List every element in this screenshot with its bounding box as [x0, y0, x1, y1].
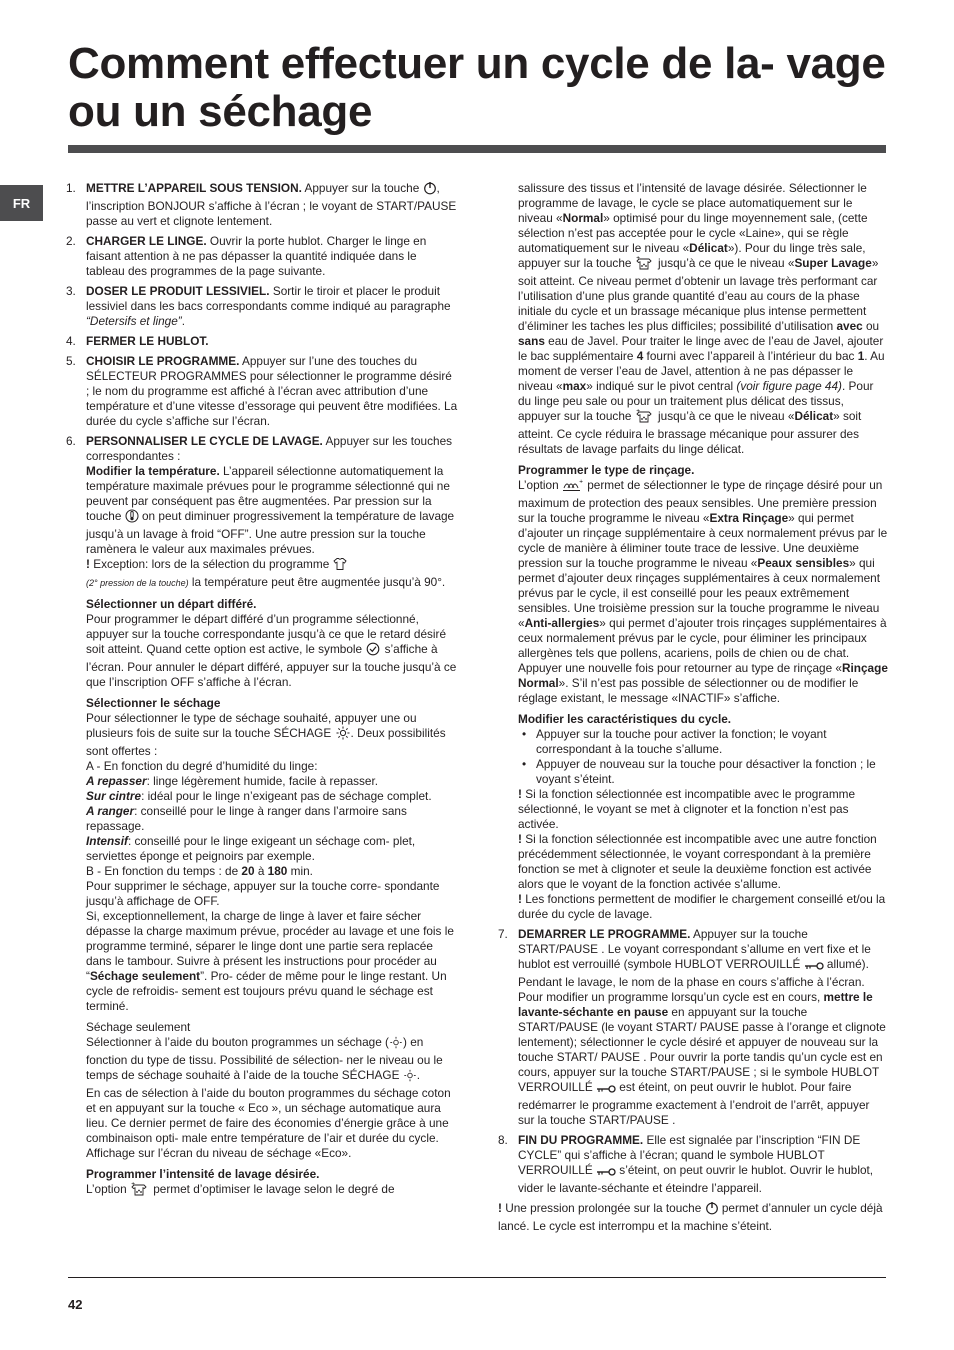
drying-text: : linge légèrement humide, facile à repasser. [146, 774, 379, 788]
reference-text: “Detersifs et linge” [86, 314, 182, 328]
door-lock-key-icon [804, 960, 824, 975]
option-letter: A [86, 759, 94, 773]
reference-text: (voir figure page 44) [736, 379, 842, 393]
step-number: 5. [66, 354, 76, 368]
drying-text: : conseillé pour le linge à ranger dans l’armoire sans repassage. [86, 804, 407, 833]
step-number: 3. [66, 284, 76, 298]
intensity-heading: Programmer l’intensité de lavage désirée. [86, 1167, 320, 1181]
modify-bullet: • Appuyer de nouveau sur la touche pour désactiver la fonction ; le voyant s’éteint. [518, 757, 888, 787]
intensity-text: L’option [86, 1182, 130, 1196]
level-name: Anti-allergies [524, 616, 600, 630]
step-text: Appuyer sur la touche [301, 181, 423, 195]
note-small: (2° pression de la touche) [86, 578, 189, 588]
step-text: Appuyer sur la touche START/PAUSE . Le voyant correspondant s’allume en vert fixe et le hublot est verrouillé (symbole HUBLOT VERROUILLÉ [518, 927, 871, 971]
step-3 [66, 284, 458, 329]
drying-only-text: . [416, 1068, 421, 1082]
intensity-text: jusqu’à ce que le niveau « [654, 256, 795, 270]
step-text: , l’inscription BONJOUR s’affiche à l’écran ; le voyant de START/PAUSE passe au vert et clignote lentement. [86, 181, 457, 228]
step-text: est éteint, on peut ouvrir le hublot. Pour faire redémarrer le programme exactement à l’endroit de l’arrêt, appuyer sur la touche START/PAUSE . [518, 1080, 870, 1127]
drying-text: : idéal pour le linge n’exigeant pas de séchage complet. [141, 789, 432, 803]
step-number: 1. [66, 181, 76, 195]
drying-text: min. [287, 864, 313, 878]
drying-level: Sur cintre [86, 789, 142, 803]
rinse-text: L’option [518, 478, 562, 492]
drying-cancel-text: Pour supprimer le séchage, appuyer sur la touche corre- spondante jusqu’à affichage de OFF. [86, 879, 440, 908]
title-divider [68, 145, 886, 153]
intensity-text: . Au moment de verser l’eau de Javel, attention à ne pas dépasser le niveau « [518, 349, 885, 393]
wash-intensity-icon [635, 409, 655, 427]
step-4 [66, 334, 458, 349]
level-name: Délicat [794, 409, 834, 423]
step-text: Appuyer sur l’une des touches du SÉLECTEUR PROGRAMMES pour sélectionner le programme désiré ; le nom du programme est affiché à l’écran avec attribution d’une température et d’une vitesse d’essorage qui peuvent être modifiées. La durée du cycle s’affiche sur l’écran. [86, 354, 458, 428]
power-icon [423, 181, 437, 199]
delay-text: Pour programmer le départ différé d’un programme sélectionné, appuyer sur la touche correspondante jusqu’à ce que le retard désiré soit atteint. Quand cette option est active, le symbole [86, 612, 447, 656]
drying-sun-icon [335, 726, 351, 744]
svg-text:+: + [635, 256, 640, 261]
door-lock-key-icon [596, 1166, 616, 1181]
step-heading: CHARGER LE LINGE. [86, 234, 207, 248]
step-text: allumé). Pendant le lavage, le nom de la phase en cours s’affiche à l’écran. Pour modifier un programme lorsqu’un cycle est en cours, [518, 957, 869, 1004]
drying-mode: Séchage seulement [89, 969, 201, 983]
temperature-text: on peut diminuer progressivement la température de lavage jusqu’à un lavage à froid “OFF”. Une autre pression sur la touche ramènera le valeur aux maximales prévues. [86, 509, 455, 556]
step-7 [498, 927, 888, 1128]
intensity-text: permet d’optimiser le lavage selon le degré de [149, 1182, 395, 1196]
drying-text: Si, exceptionnellement, la charge de linge à laver et faire sécher dépasse la charge maximum prévue, procéder au lavage et une fois le programme terminé, séparer le linge dont une partie sera replacée dans le tambour. Suivre à présent les instructions pour procéder au “ [86, 909, 454, 983]
intensity-text: fourni avec l’appareil à l’intérieur du bac [643, 349, 858, 363]
intensity-text: ou [862, 319, 880, 333]
step-heading: FIN DU PROGRAMME. [518, 1133, 644, 1147]
level-name: Normal [562, 211, 604, 225]
svg-text:+: + [130, 1182, 136, 1187]
step-text: s’éteint, on peut ouvrir le hublot. Ouvrir le hublot, vider le lavante-séchante et éteindre l’appareil. [518, 1163, 874, 1195]
drying-text: . Deux possibilités sont offertes : [86, 726, 446, 758]
footer-divider [68, 1277, 886, 1278]
time-value: 180 [267, 864, 288, 878]
svg-text:+: + [578, 479, 584, 485]
step-heading: FERMER LE HUBLOT. [86, 334, 209, 348]
emphasis: mettre le lavante-séchante en pause [518, 990, 873, 1019]
drying-text: - En fonction du degré d’humidité du linge: [93, 759, 318, 773]
drying-only-text: ) en fonction du type de tissu. Possibilité de sélection- ner le niveau ou le temps de séchage souhaité à l’aide de la touche SÉCHAGE [86, 1035, 443, 1082]
note-mark: ! [86, 557, 90, 571]
drying-sun-icon [403, 1069, 417, 1086]
emphasis: 4 [636, 349, 644, 363]
step-2 [66, 234, 458, 279]
level-name: Peaux sensibles [757, 556, 850, 570]
rinse-text: ». S’il n’est pas possible de sélectionner ou de modifier le réglage existant, le message «INACTIF» s’affiche. [518, 676, 859, 705]
step-1 [66, 181, 458, 229]
modify-bullet: • Appuyer sur la touche pour activer la fonction; le voyant correspondant à la touche s’allume. [518, 727, 888, 757]
drying-text: à [254, 864, 268, 878]
modify-heading: Modifier les caractéristiques du cycle. [518, 712, 732, 726]
intensity-text: . Pour du linge peu sale ou pour un traitement plus délicat des tissus, appuyer sur la touche [518, 379, 874, 423]
eco-text: En cas de sélection à l’aide du bouton programmes du séchage coton et en appuyant sur la touche « Eco », un séchage automatique aura lieu. Ce dernier permet de faire des économies d’énergie grâce à une combinaison opti- male entre température de l’air et durée du cycle. Affichage sur l’écran du niveau de séchage «Eco». [86, 1086, 451, 1160]
drying-level: A ranger [86, 804, 135, 818]
delay-heading: Sélectionner un départ différé. [86, 597, 257, 611]
step-heading: CHOISIR LE PROGRAMME. [86, 354, 240, 368]
step-text: en appuyant sur la touche START/PAUSE (le voyant START/ PAUSE passe à l’orange et clignote lentement); sélectionner le cycle désiré et appuyer de nouveau sur la touche START/ PAUSE . Pour ouvrir la porte tandis qu’un cycle est en cours, appuyer sur la touche START/PAUSE ; si le symbole HUBLOT VERROUILLÉ [518, 1005, 886, 1094]
svg-text:+: + [635, 409, 640, 414]
step-text: Elle est signalée par l’inscription “FIN DE CYCLE” qui s’affiche à l’écran; quand le symbole HUBLOT VERROUILLÉ [518, 1133, 861, 1177]
door-lock-key-icon [596, 1083, 616, 1098]
wash-intensity-icon [635, 256, 655, 274]
drying-heading: Sélectionner le séchage [86, 696, 221, 710]
step-5 [66, 354, 458, 429]
note-mark: ! [498, 1201, 502, 1215]
intensity-text: eau de Javel. Pour traiter le linge avec de l’eau de Javel, ajouter le bac supplémentaire [518, 334, 884, 363]
wash-intensity-icon [130, 1182, 150, 1200]
step-text: Ouvrir la porte hublot. Charger le linge en faisant attention à ne pas dépasser la quantité indiquée dans le tableau des programmes de la page suivante. [86, 234, 427, 278]
step-number: 7. [498, 927, 508, 941]
intensity-text: » optimisé pour du linge moyennement sale, (cette sélection n’est pas acceptée pour le cycle «Laine», qui se règle automatiquement sur le niveau « [518, 211, 868, 255]
rinse-text: » qui permet d’ajouter un rinçage supplémentaire à ceux normalement prévus par le cycle de manière à éliminer toute trace de lessive. Une deuxième pression sur la touche programme le niveau « [518, 511, 888, 570]
step-number: 8. [498, 1133, 508, 1147]
step-number: 6. [66, 434, 76, 448]
shirt-icon [333, 557, 347, 575]
level-name: Délicat [689, 241, 728, 255]
emphasis: 1 [857, 349, 865, 363]
delay-clock-icon [365, 642, 381, 660]
page-number: 42 [68, 1297, 83, 1312]
intensity-text: jusqu’à ce que le niveau « [654, 409, 795, 423]
drying-text: Pour sélectionner le type de séchage souhaité, appuyer une ou plusieurs fois de suite sur la touche SÉCHAGE [86, 711, 417, 740]
rinse-text: permet de sélectionner le type de rinçage désiré pour un maximum de protection des peaux sensibles. Une première pression sur la touche programme le niveau « [518, 478, 883, 525]
note-text: la température peut être augmentée jusqu’à 90°. [188, 575, 446, 589]
step-heading: PERSONNALISER LE CYCLE DE LAVAGE. [86, 434, 323, 448]
note-text: Les fonctions permettent de modifier le chargement conseillé et/ou la durée du cycle de lavage. [518, 892, 886, 921]
drying-text: : conseillé pour le linge exigeant un séchage com- plet, serviettes éponge et peignoirs par exemple. [86, 834, 416, 863]
power-icon [705, 1201, 719, 1219]
drying-sun-icon [389, 1036, 403, 1053]
drying-only-heading: Séchage seulement [86, 1020, 191, 1034]
rinse-text: » qui permet d’ajouter trois rinçages supplémentaires à ceux normalement prévus par le cycle, pour éliminer les principaux allergènes tels que pollens, acariens, poils de chien ou de chat. Appuyer une nouvelle fois pour retourner au type de rinçage « [518, 616, 887, 675]
note-mark: ! [518, 832, 522, 846]
intensity-text: » indiqué sur le pivot central [586, 379, 737, 393]
emphasis: sans [518, 334, 545, 348]
note-text: Si la fonction sélectionnée est incompatible avec une autre fonction précédemment sélectionnée, le voyant correspondant à la première fonction se met à clignoter et seule la deuxième fonction est activée alors que le voyant de la fonction activée s’allume. [518, 832, 877, 891]
rinse-icon [562, 478, 584, 496]
step-heading: DEMARRER LE PROGRAMME. [518, 927, 691, 941]
time-value: 20 [241, 864, 255, 878]
note-text: permet d’annuler un cycle déjà lancé. Le cycle est interrompu et la machine s’éteint. [498, 1201, 883, 1233]
note-text: Si la fonction sélectionnée est incompatible avec le programme sélectionné, le voyant se met à clignoter et la fonction n’est pas activée. [518, 787, 856, 831]
emphasis: avec [836, 319, 863, 333]
language-tab: FR [0, 185, 43, 221]
step-number: 4. [66, 334, 76, 348]
step-heading: METTRE L’APPAREIL SOUS TENSION. [86, 181, 302, 195]
note-text: Une pression prolongée sur la touche [501, 1201, 705, 1215]
right-column [498, 181, 888, 1234]
step-text: Sortir le tiroir et placer le produit lessiviel dans les bacs correspondants comme indiqué au paragraphe [86, 284, 451, 313]
drying-text: ”. Pro- céder de même pour le linge restant. Un cycle de refroidis- sement est toujours prévu quand le séchage est terminé. [86, 969, 447, 1013]
intensity-text: »). Pour du linge très sale, appuyer sur la touche [518, 241, 866, 270]
level-name: Rinçage Normal [518, 661, 888, 690]
step-8 [498, 1133, 888, 1196]
final-note [498, 1201, 888, 1234]
intensity-text: salissure des tissus et l’intensité de lavage désirée. Sélectionner le programme de lavage, le cycle se place automatiquement sur le niveau « [518, 181, 867, 225]
step-6 [66, 434, 458, 1200]
drying-level: Intensif [86, 834, 128, 848]
temperature-text: L’appareil sélectionne automatiquement la température maximale prévues pour le programme sélectionné qui ne peuvent par conséquent pas être augmentées. Par pression sur la touche [86, 464, 450, 523]
thermometer-icon [125, 509, 139, 527]
level-name: Extra Rinçage [709, 511, 789, 525]
intensity-text: » soit atteint. Ce niveau permet d’obtenir un lavage très performant car l’utilisation d’une plus grande quantité d’eau au cours de la phase initiale du cycle et un brassage mécanique plus intense permettent d’éliminer les taches les plus difficiles; possibilité d’utilisation [518, 256, 879, 333]
left-column [66, 181, 458, 1205]
step-text: Appuyer sur les touches correspondantes : [86, 434, 453, 463]
delay-text: s’affiche à l’écran. Pour annuler le départ différé, appuyer sur la touche jusqu’à ce que l’inscription OFF s’affiche à l’écran. [86, 642, 457, 689]
drying-only-text: Sélectionner à l’aide du bouton programmes un séchage ( [86, 1035, 389, 1049]
note-text: Exception: lors de la sélection du programme [89, 557, 333, 571]
note-mark: ! [518, 892, 522, 906]
drying-text: - En fonction du temps : de [93, 864, 242, 878]
option-letter: B [86, 864, 94, 878]
level-name: Super Lavage [794, 256, 872, 270]
step-text: . [181, 314, 185, 328]
step-heading: DOSER LE PRODUIT LESSIVIEL. [86, 284, 270, 298]
rinse-text: » qui permet d’ajouter deux rinçages supplémentaires à ceux normalement prévus par le cycle, il est conseillé pour les peaux extrêmement sensibles. Une troisième pression sur la touche programme le niveau « [518, 556, 880, 630]
intensity-text: » soit atteint. Ce cycle réduira le brassage mécanique pour assurer des résultats de lavage parfaits du linge délicat. [518, 409, 862, 456]
emphasis: max [562, 379, 587, 393]
step-number: 2. [66, 234, 76, 248]
temperature-heading: Modifier la température. [86, 464, 220, 478]
page-title: Comment effectuer un cycle de la- vage ou un séchage [68, 39, 886, 136]
rinse-heading: Programmer le type de rinçage. [518, 463, 695, 477]
note-mark: ! [518, 787, 522, 801]
drying-level: A repasser [86, 774, 147, 788]
